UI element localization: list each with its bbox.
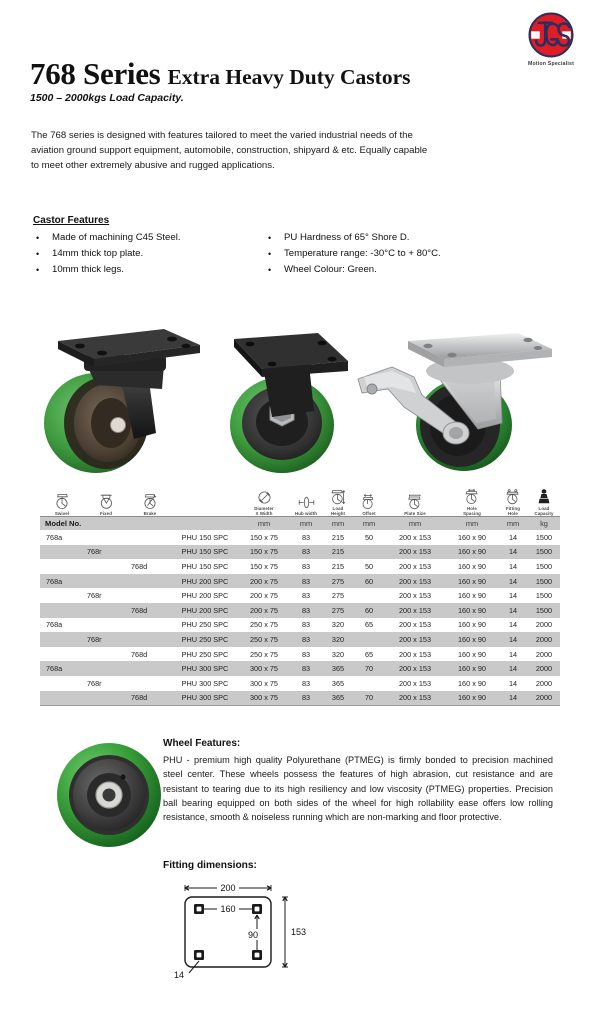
cell-brake: 768d (128, 603, 172, 618)
cell-load-capacity: 2000 (535, 678, 553, 688)
cell-load-height: 320 (322, 632, 354, 647)
header-cell-load-height (322, 486, 354, 517)
cell-load-capacity: 2000 (535, 620, 553, 630)
bullet-icon: • (268, 233, 272, 243)
unit-cell: mm (446, 517, 498, 531)
table-row (40, 588, 560, 603)
cell-offset: 65 (364, 620, 374, 630)
cell-fitting-hole: 14 (498, 661, 528, 676)
specification-table (40, 486, 560, 706)
table-row (40, 545, 560, 560)
cell-hub-width: 83 (301, 532, 311, 542)
cell-hub-width: 83 (290, 632, 322, 647)
cell-fixed (84, 559, 128, 574)
header-cell-hub-width (290, 486, 322, 517)
header-label: Spacing (463, 510, 481, 516)
cell-plate-size: 200 x 153 (384, 691, 446, 706)
cell-dia-width: 250 x 75 (238, 632, 290, 647)
cell-plate-size: 200 x 153 (398, 561, 432, 571)
cell-wheel: PHU 200 SPC (172, 603, 238, 618)
product-photos (0, 305, 600, 485)
cell-fixed: 768r (84, 632, 128, 647)
feature-label: PU Hardness of 65° Shore D. (284, 232, 410, 243)
bullet-icon: • (268, 249, 272, 259)
feature-item (265, 230, 497, 246)
header-cell-offset (354, 486, 384, 517)
cell-hub-width: 83 (301, 678, 311, 688)
table-row (40, 618, 560, 633)
header-label: Capacity (534, 510, 554, 516)
header-label: Hole (508, 510, 518, 516)
fitting-dimensions-heading: Fitting dimensions: (163, 860, 257, 871)
cell-load-capacity: 2000 (528, 632, 560, 647)
cell-dia-width: 300 x 75 (238, 691, 290, 706)
swivel-brake-castor-photo (352, 327, 562, 479)
cell-fixed (84, 618, 128, 633)
cell-load-height: 275 (331, 591, 345, 601)
bullet-icon: • (36, 233, 40, 243)
cell-swivel (40, 691, 84, 706)
jgs-logo-svg (528, 12, 574, 58)
cell-hole-spacing: 160 x 90 (458, 620, 486, 630)
unit-cell: mm (354, 517, 384, 531)
cell-fitting-hole: 14 (498, 603, 528, 618)
castor-features-section (33, 215, 503, 278)
cell-offset: 70 (354, 691, 384, 706)
cell-swivel: 768a (40, 574, 84, 589)
cell-fitting-hole: 14 (508, 591, 518, 601)
cell-fitting-hole: 14 (508, 649, 518, 659)
cell-load-capacity: 2000 (528, 661, 560, 676)
cell-wheel: PHU 150 SPC (181, 561, 229, 571)
header-label: X Width (255, 510, 273, 516)
cell-offset: 60 (354, 574, 384, 589)
fixed-castor-photo (210, 319, 360, 479)
cell-offset: 65 (364, 649, 374, 659)
cell-plate-size: 200 x 153 (398, 591, 432, 601)
cell-wheel: PHU 250 SPC (181, 649, 229, 659)
diameter-width-icon (257, 490, 272, 505)
bullet-icon: • (36, 249, 40, 259)
wheel-features-heading: Wheel Features: (163, 738, 241, 749)
header-label: Fixed (100, 510, 112, 516)
page-title (30, 58, 411, 89)
dim-hole-diameter: 14 (174, 970, 185, 980)
header-cell-diameter-width (238, 486, 290, 517)
table-bottom-rule (40, 705, 560, 706)
dim-hole-spacing-horizontal: 160 (220, 904, 236, 914)
cell-hole-spacing: 160 x 90 (446, 545, 498, 560)
cell-fixed (84, 691, 128, 706)
header-cell-swivel (40, 486, 84, 517)
page-subtitle: 1500 – 2000kgs Load Capacity. (30, 92, 184, 104)
cell-fixed (84, 647, 128, 662)
wheel-features-text (163, 738, 553, 824)
header-label: Plate Size (404, 510, 426, 516)
cell-plate-size: 200 x 153 (384, 603, 446, 618)
feature-item (33, 262, 265, 278)
header-label: Fitting (505, 505, 521, 511)
load-capacity-icon (537, 489, 551, 505)
unit-cell (172, 517, 238, 531)
header-label: Load (538, 505, 550, 511)
castor-features-heading: Castor Features (33, 215, 110, 226)
cell-fitting-hole: 14 (508, 620, 518, 630)
cell-swivel: 768a (46, 532, 63, 542)
header-label: Offset (362, 510, 376, 516)
cell-dia-width: 200 x 75 (238, 574, 290, 589)
header-cell-plate-size (384, 486, 446, 517)
cell-wheel: PHU 300 SPC (172, 691, 238, 706)
table-row (40, 676, 560, 691)
cell-wheel: PHU 250 SPC (172, 632, 238, 647)
cell-swivel (40, 545, 84, 560)
cell-dia-width: 250 x 75 (250, 649, 278, 659)
unit-cell: mm (290, 517, 322, 531)
swivel-castor-photo (36, 315, 206, 480)
cell-fitting-hole: 14 (498, 632, 528, 647)
bullet-icon: • (268, 265, 272, 275)
cell-wheel: PHU 300 SPC (181, 678, 229, 688)
header-label: Diameter (254, 505, 274, 511)
cell-wheel: PHU 150 SPC (172, 545, 238, 560)
cell-dia-width: 150 x 75 (250, 532, 278, 542)
cell-hole-spacing: 160 x 90 (458, 591, 486, 601)
table-row (40, 559, 560, 574)
cell-brake (128, 661, 172, 676)
unit-cell: mm (498, 517, 528, 531)
cell-hub-width: 83 (301, 561, 311, 571)
cell-plate-size: 200 x 153 (398, 620, 432, 630)
cell-dia-width: 250 x 75 (250, 620, 278, 630)
cell-wheel: PHU 150 SPC (181, 532, 229, 542)
header-cell-hole-spacing (446, 486, 498, 517)
cell-wheel: PHU 200 SPC (181, 591, 229, 601)
cell-load-height: 275 (322, 603, 354, 618)
cell-dia-width: 150 x 75 (238, 545, 290, 560)
unit-cell: mm (322, 517, 354, 531)
cell-offset (354, 632, 384, 647)
header-label: Height (330, 510, 346, 516)
cell-hub-width: 83 (290, 574, 322, 589)
unit-row (40, 517, 560, 531)
fitting-dimensions-section (163, 860, 463, 992)
company-logo (515, 12, 587, 67)
header-cell-brake (128, 486, 172, 517)
cell-offset: 50 (364, 532, 374, 542)
cell-brake: 768d (131, 649, 148, 659)
feature-label: 10mm thick legs. (52, 264, 124, 275)
features-column-left (33, 230, 265, 278)
table-row (40, 632, 560, 647)
cell-hub-width: 83 (301, 649, 311, 659)
header-label: Swivel (54, 510, 70, 516)
feature-item (265, 246, 497, 262)
feature-item (265, 262, 497, 278)
model-no-label: Model No. (40, 517, 172, 531)
cell-brake (128, 618, 172, 633)
cell-fitting-hole: 14 (498, 574, 528, 589)
cell-load-capacity: 1500 (528, 603, 560, 618)
cell-brake (128, 676, 172, 691)
cell-dia-width: 200 x 75 (250, 591, 278, 601)
header-label: Load (332, 505, 344, 511)
cell-load-height: 215 (331, 532, 345, 542)
cell-fitting-hole: 14 (508, 678, 518, 688)
header-label: Brake (143, 510, 157, 516)
title-sub: Extra Heavy Duty Castors (167, 65, 411, 89)
cell-fitting-hole: 14 (508, 532, 518, 542)
feature-label: 14mm thick top plate. (52, 248, 144, 259)
cell-load-height: 365 (322, 691, 354, 706)
jgs-logo-icon (528, 12, 574, 58)
table-row (40, 530, 560, 545)
cell-brake (128, 530, 172, 545)
cell-hole-spacing: 160 x 90 (458, 561, 486, 571)
table-row (40, 603, 560, 618)
cell-hub-width: 83 (290, 661, 322, 676)
cell-fixed (84, 603, 128, 618)
cell-offset (354, 676, 384, 691)
cell-swivel (40, 603, 84, 618)
cell-fitting-hole: 14 (498, 691, 528, 706)
load-height-icon (330, 489, 346, 505)
feature-item (33, 230, 265, 246)
cell-fixed: 768r (87, 678, 102, 688)
cell-hole-spacing: 160 x 90 (458, 532, 486, 542)
cell-wheel: PHU 250 SPC (181, 620, 229, 630)
cell-fixed (84, 574, 128, 589)
cell-wheel: PHU 300 SPC (172, 661, 238, 676)
title-main: 768 Series (30, 56, 161, 91)
features-column-right (265, 230, 497, 278)
fixed-castor-icon (99, 493, 114, 510)
cell-plate-size: 200 x 153 (384, 632, 446, 647)
cell-brake (128, 545, 172, 560)
cell-fitting-hole: 14 (498, 545, 528, 560)
cell-hub-width: 83 (290, 545, 322, 560)
cell-hub-width: 83 (301, 620, 311, 630)
cell-swivel (40, 676, 84, 691)
fitting-dimensions-diagram (165, 877, 315, 987)
header-label: Hub width (294, 510, 318, 516)
cell-load-height: 215 (331, 561, 345, 571)
cell-load-capacity: 1500 (528, 574, 560, 589)
cell-dia-width: 300 x 75 (250, 678, 278, 688)
cell-load-height: 215 (322, 545, 354, 560)
feature-label: Wheel Colour: Green. (284, 264, 377, 275)
cell-swivel (40, 588, 84, 603)
cell-offset (354, 588, 384, 603)
bullet-icon: • (36, 265, 40, 275)
wheel-features-body: PHU - premium high quality Polyurethane (PTMEG) is firmly bonded to precision machined steel center. These wheels possess the features of high abrasion, cut resistance and are resistant to tearing due to its high resiliency and low viscosity (PTMEG) properties. Precision ball bearing equipped on both sides of the wheel for high rollability ease offers low rolling resistance, smooth & noiseless running which are non-marking and floor protective. (163, 755, 553, 823)
cell-load-capacity: 1500 (528, 545, 560, 560)
cell-fitting-hole: 14 (508, 561, 518, 571)
header-cell-fixed (84, 486, 128, 517)
cell-load-height: 320 (331, 649, 345, 659)
cell-hole-spacing: 160 x 90 (446, 661, 498, 676)
plate-size-icon (407, 494, 423, 510)
dim-plate-height: 153 (291, 927, 307, 937)
logo-tagline: Motion Specialist (527, 61, 575, 67)
cell-load-height: 365 (331, 678, 345, 688)
cell-swivel (40, 632, 84, 647)
cell-plate-size: 200 x 153 (384, 574, 446, 589)
cell-swivel: 768a (40, 661, 84, 676)
cell-wheel: PHU 200 SPC (172, 574, 238, 589)
cell-hole-spacing: 160 x 90 (458, 649, 486, 659)
fitting-hole-icon (505, 489, 521, 505)
cell-brake: 768d (131, 561, 148, 571)
cell-hole-spacing: 160 x 90 (446, 691, 498, 706)
table-row (40, 574, 560, 589)
cell-plate-size: 200 x 153 (398, 678, 432, 688)
cell-dia-width: 200 x 75 (238, 603, 290, 618)
cell-load-capacity: 1500 (535, 532, 553, 542)
cell-fixed (84, 530, 128, 545)
cell-load-capacity: 2000 (535, 649, 553, 659)
cell-offset: 50 (364, 561, 374, 571)
unit-cell: mm (238, 517, 290, 531)
header-label: Hole (467, 505, 477, 511)
swivel-castor-icon (55, 493, 70, 510)
header-cell-load-capacity (528, 486, 560, 517)
table-row (40, 661, 560, 676)
cell-brake: 768d (128, 691, 172, 706)
cell-load-capacity: 1500 (535, 561, 553, 571)
cell-offset: 70 (354, 661, 384, 676)
offset-icon (361, 494, 377, 510)
hub-width-icon (297, 495, 316, 510)
icon-header-row (40, 486, 560, 517)
cell-offset: 60 (354, 603, 384, 618)
brake-castor-icon (143, 493, 158, 510)
cell-hole-spacing: 160 x 90 (458, 678, 486, 688)
cell-swivel: 768a (46, 620, 63, 630)
cell-fixed: 768r (84, 545, 128, 560)
cell-plate-size: 200 x 153 (398, 649, 432, 659)
cell-hub-width: 83 (301, 591, 311, 601)
cell-load-height: 275 (322, 574, 354, 589)
cell-plate-size: 200 x 153 (384, 661, 446, 676)
cell-brake (128, 632, 172, 647)
cell-load-height: 365 (322, 661, 354, 676)
dim-hole-spacing-vertical: 90 (247, 930, 259, 940)
intro-paragraph: The 768 series is designed with features tailored to meet the varied industrial needs of the aviation ground support equipment, automobile, construction, shipyard & etc. Equally capable to meet other extremely abusive and rugged applications. (31, 130, 428, 172)
spec-table (40, 486, 560, 705)
cell-offset (354, 545, 384, 560)
cell-hole-spacing: 160 x 90 (446, 632, 498, 647)
cell-plate-size: 200 x 153 (398, 532, 432, 542)
cell-dia-width: 300 x 75 (238, 661, 290, 676)
dim-plate-width: 200 (220, 883, 236, 893)
cell-load-capacity: 1500 (535, 591, 553, 601)
cell-hub-width: 83 (290, 603, 322, 618)
cell-fixed (84, 661, 128, 676)
cell-swivel (40, 559, 84, 574)
cell-fixed: 768r (87, 591, 102, 601)
cell-brake (128, 588, 172, 603)
feature-label: Temperature range: -30°C to + 80°C. (284, 248, 441, 259)
cell-swivel (40, 647, 84, 662)
cell-dia-width: 150 x 75 (250, 561, 278, 571)
unit-cell: kg (528, 517, 560, 531)
table-row (40, 691, 560, 706)
unit-cell: mm (384, 517, 446, 531)
hole-spacing-icon (464, 489, 480, 505)
header-cell-wheel-type (172, 486, 238, 517)
feature-label: Made of machining C45 Steel. (52, 232, 181, 243)
cell-load-height: 320 (331, 620, 345, 630)
header-cell-fitting-hole (498, 486, 528, 517)
cell-hub-width: 83 (290, 691, 322, 706)
green-wheel-photo (55, 741, 163, 849)
cell-brake (128, 574, 172, 589)
cell-plate-size: 200 x 153 (384, 545, 446, 560)
cell-load-capacity: 2000 (528, 691, 560, 706)
cell-hole-spacing: 160 x 90 (446, 574, 498, 589)
feature-item (33, 246, 265, 262)
table-row (40, 647, 560, 662)
cell-hole-spacing: 160 x 90 (446, 603, 498, 618)
